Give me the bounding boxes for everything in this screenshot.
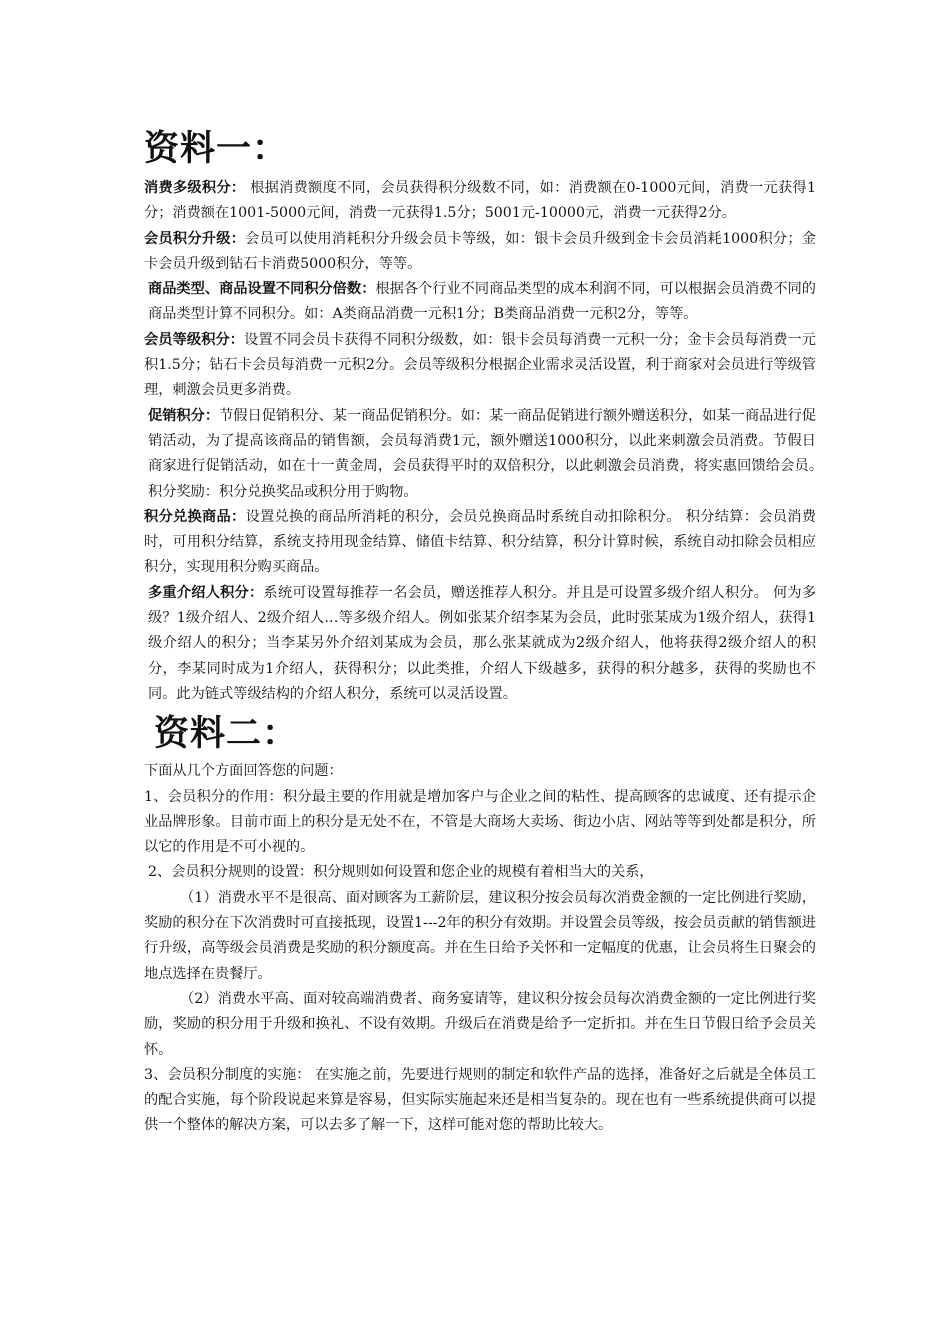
paragraph-lead: 会员等级积分： — [144, 331, 245, 348]
paragraph-lead: 消费多级积分： — [144, 180, 246, 196]
paragraph-text: 设置兑换的商品所消耗的积分，会员兑换商品时系统自动扣除积分。 积分结算：会员消费时，可用积分结算，系统支持用现金结算、储值卡结算、积分结算，积分计算时候，系统自动扣除会员相应积分，实现用积分购买商品。 — [144, 508, 816, 576]
paragraph-text: 根据各个行业不同商品类型的成本利润不同，可以根据会员消费不同的商品类型计算不同积分。如：A类商品消费一元积1分；B类商品消费一元积2分，等等。 — [148, 281, 816, 323]
paragraph-lead: 会员积分升级： — [144, 230, 246, 247]
paragraph-text: 节假日促销积分、某一商品促销积分。如：某一商品促销进行额外赠送积分，如某一商品进行促销活动，为了提高该商品的销售额，会员每消费1元，额外赠送1000积分，以此来刺激会员消费。节假日商家进行促销活动，如在十一黄金周，会员获得平时的双倍积分，以此刺激会员消费，将实惠回馈给会员。 积分奖励：积分兑换奖品或积分用于购物。 — [148, 407, 831, 500]
paragraph-lead: 多重介绍人积分： — [148, 584, 264, 601]
section1-paragraph-4 — [144, 328, 816, 404]
section2-point-2: 2、会员积分规则的设置：积分规则如何设置和您企业的规模有着相当大的关系， — [148, 864, 654, 881]
paragraph-lead: 促销积分： — [148, 407, 220, 424]
section1-paragraph-1 — [144, 176, 816, 227]
paragraph-text: 设置不同会员卡获得不同积分级数，如：银卡会员每消费一元积一分；金卡会员每消费一元积1.5分；钻石卡会员每消费一元积2分。会员等级积分根据企业需求灵活设置，利于商家对会员进行等级管理，刺激会员更多消费。 — [144, 331, 816, 399]
section1-paragraph-5 — [144, 404, 831, 505]
section1-paragraph-2 — [144, 227, 816, 278]
section2-point-2-case-1: （1）消费水平不是很高、面对顾客为工薪阶层，建议积分按会员每次消费金额的一定比例进行奖励，奖励的积分在下次消费时可直接抵现，设置1---2年的积分有效期。并设置会员等级，按会员贡献的销售额进行升级，高等级会员消费是奖励的积分额度高。并在生日给予关怀和一定幅度的优惠，让会员将生日聚会的地点选择在贵餐厅。 — [144, 889, 816, 982]
paragraph-lead: 商品类型、商品设置不同积分倍数： — [148, 281, 376, 298]
section1-paragraph-6 — [144, 505, 816, 581]
section1-paragraph-7 — [144, 581, 816, 707]
section2-title: 资料二： — [154, 714, 299, 755]
section2-point-3: 3、会员积分制度的实施： 在实施之前，先要进行规则的制定和软件产品的选择，准备好之后就是全体员工的配合实施，每个阶段说起来算是容易，但实际实施起来还是相当复杂的。现在也有一些系统提供商可以提供一个整体的解决方案，可以去多了解一下，这样可能对您的帮助比较大。 — [144, 1066, 816, 1134]
section1-title: 资料一： — [144, 129, 289, 169]
paragraph-lead: 积分兑换商品： — [144, 508, 246, 525]
paragraph-text: 系统可设置每推荐一名会员，赠送推荐人积分。并且是可设置多级介绍人积分。 何为多级？1级介绍人、2级介绍人…等多级介绍人。例如张某介绍李某为会员，此时张某成为1级介绍人，获得1级介绍人的积分；当李某另外介绍刘某成为会员，那么张某就成为2级介绍人，他将获得2级介绍人的积分，李某同时成为1介绍人，获得积分；以此类推，介绍人下级越多，获得的积分越多，获得的奖励也不同。此为链式等级结构的介绍人积分，系统可以灵活设置。 — [148, 584, 816, 702]
section2-point-2-case-2: （2）消费水平高、面对较高端消费者、商务宴请等，建议积分按会员每次消费金额的一定比例进行奖励，奖励的积分用于升级和换礼、不设有效期。升级后在消费是给予一定折扣。并在生日节假日给予会员关怀。 — [144, 990, 816, 1058]
paragraph-text: 根据消费额度不同，会员获得积分级数不同，如：消费额在0-1000元间，消费一元获得1分；消费额在1001-5000元间，消费一元获得1.5分；5001元-10000元，消费一元获得2分。 — [144, 180, 816, 222]
section2-intro: 下面从几个方面回答您的问题： — [144, 763, 343, 780]
section2-point-1: 1、会员积分的作用：积分最主要的作用就是增加客户与企业之间的粘性、提高顾客的忠诚度、还有提示企业品牌形象。目前市面上的积分是无处不在，不管是大商场大卖场、街边小店、网站等等到处都是积分，所以它的作用是不可小视的。 — [144, 788, 816, 856]
section1-paragraph-3 — [144, 277, 816, 328]
document-page — [144, 124, 831, 1139]
paragraph-text: 会员可以使用消耗积分升级会员卡等级，如：银卡会员升级到金卡会员消耗1000积分；金卡会员升级到钻石卡消费5000积分，等等。 — [144, 230, 816, 272]
